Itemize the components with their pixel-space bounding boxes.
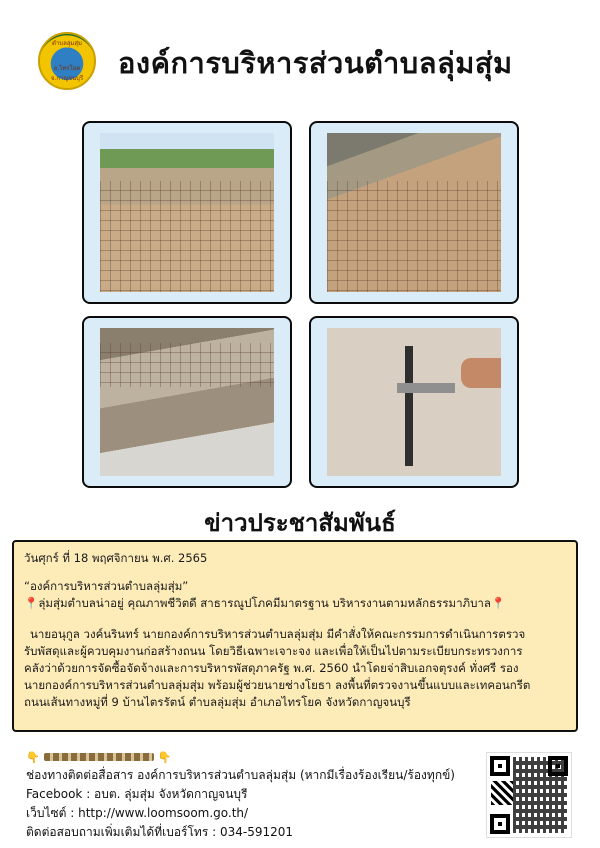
- phone-number: ติดต่อสอบถามเพิ่มเติมได้ที่เบอร์โทร : 034-591201: [26, 825, 293, 839]
- news-box: [12, 540, 578, 732]
- news-body-line: นายกองค์การบริหารส่วนตำบลลุ่มสุ่ม พร้อมผู้ช่วยนายช่างโยธา ลงพื้นที่ตรวจงานขึ้นแบบและเทคอนกรีต: [24, 678, 531, 692]
- news-heading: ข่าวประชาสัมพันธ์: [204, 509, 396, 537]
- photo-frame-4: [309, 316, 519, 488]
- pointing-hand-icon: 👇: [157, 750, 172, 764]
- news-body-line: นายอนุกูล วงค์นรินทร์ นายกองค์การบริหารส่วนตำบลลุ่มสุ่ม มีคำสั่งให้คณะกรรมการดำเนินการตรวจ: [30, 627, 526, 641]
- website-link[interactable]: เว็บไซต์ : http://www.loomsoom.go.th/: [26, 806, 249, 820]
- contact-channels: ช่องทางติดต่อสื่อสาร องค์การบริหารส่วนตำบลลุ่มสุ่ม (หากมีเรื่องร้องเรียน/ร้องทุกข์): [26, 768, 455, 782]
- contact-section: [26, 750, 455, 842]
- org-quote: “องค์การบริหารส่วนตำบลลุ่มสุ่ม”: [24, 579, 189, 593]
- pin-icon: 📍: [490, 596, 506, 610]
- slogan-line: [24, 595, 566, 612]
- page-title: องค์การบริหารส่วนตำบลลุ่มสุ่ม: [118, 46, 513, 80]
- pointing-hand-icon: 👇: [26, 750, 40, 764]
- photo-frame-3: [82, 316, 292, 488]
- news-date: วันศุกร์ ที่ 18 พฤศจิกายน พ.ศ. 2565: [24, 551, 208, 565]
- road-construction-photo: [100, 133, 274, 292]
- concrete-slump-test-photo: [100, 328, 274, 476]
- decorative-border-icon: [44, 753, 154, 761]
- news-body-line: คลังว่าด้วยการจัดซื้อจัดจ้างและการบริหารพัสดุภาครัฐ พ.ศ. 2560 นำโดยจ่าสิบเอกจตุรงค์ ทั่งศรี รอง: [24, 661, 519, 675]
- concrete-thickness-measure-photo: [327, 328, 501, 476]
- org-logo: [38, 32, 96, 90]
- road-construction-photo: [327, 133, 501, 292]
- pin-icon: 📍: [24, 596, 39, 610]
- slogan-text: ลุ่มสุ่มตำบลน่าอยู่ คุณภาพชีวิตดี สาธารณูปโภคมีมาตรฐาน บริหารงานตามหลักธรรมาภิบาล: [38, 596, 491, 610]
- logo-text-bottom: อ.ไทรโยค จ.กาญจนบุรี: [50, 65, 84, 82]
- photo-frame-1: [82, 121, 292, 304]
- qr-code-icon[interactable]: [486, 752, 572, 838]
- news-body-line: รับพัสดุและผู้ควบคุมงานก่อสร้างถนน โดยวิธีเฉพาะเจาะจง และเพื่อให้เป็นไปตามระเบียบกระทรวงการ: [24, 644, 523, 658]
- decorative-strip: [26, 750, 455, 764]
- photo-frame-2: [309, 121, 519, 304]
- facebook-link[interactable]: Facebook : อบต. ลุ่มสุ่ม จังหวัดกาญจนบุรี: [26, 787, 248, 801]
- logo-text-top: ตำบลลุ่มสุ่ม: [52, 40, 82, 47]
- news-body-line: ถนนเส้นทางหมู่ที่ 9 บ้านไตรรัตน์ ตำบลลุ่มสุ่ม อำเภอไทรโยค จังหวัดกาญจนบุรี: [24, 695, 411, 709]
